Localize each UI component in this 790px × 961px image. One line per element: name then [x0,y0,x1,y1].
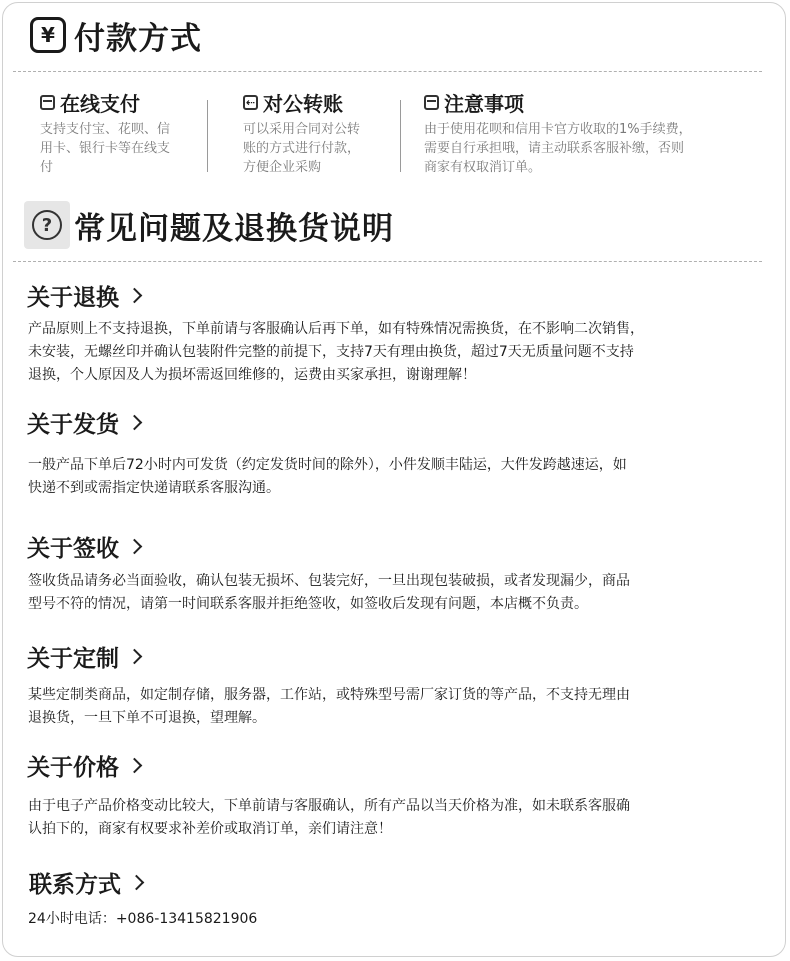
method-notice-desc: 由于使用花呗和信用卡官方收取的1%手续费， 需要自行承担哦，请主动联系客服补缴，否则 商家有权取消订单。 [424,122,692,175]
method-online [40,88,200,177]
section-body-receipt: 签收货品请务必当面验收，确认包装无损坏、包装完好，一旦出现包装破损，或者发现漏少，商品 型号不符的情况，请第一时间联系客服并拒绝签收，如签收后发现有问题，本店概不负责。 [28,573,630,612]
method-transfer-title: 对公转账 [263,91,343,116]
faq-header [24,200,394,250]
chevron-right-icon [127,415,143,431]
method-transfer [243,88,393,177]
method-notice-title: 注意事项 [444,91,524,116]
payment-title: 付款方式 [74,20,202,57]
section-title-shipping: 关于发货 [27,406,140,439]
chevron-right-icon [129,875,145,891]
method-separator [207,100,208,172]
question-icon: ? [24,201,70,249]
card-icon [40,95,55,110]
method-online-desc: 支持支付宝、花呗、信 用卡、银行卡等在线支 付 [40,122,171,175]
payment-methods [40,88,740,184]
section-body-shipping: 一般产品下单后72小时内可发货（约定发货时间的除外），小件发顺丰陆运，大件发跨越速运，如 快递不到或需指定快递请联系客服沟通。 [28,457,627,496]
faq-title: 常见问题及退换货说明 [74,210,394,247]
section-body-returns: 产品原则上不支持退换，下单前请与客服确认后再下单，如有特殊情况需换货，在不影响二次销售， 未安装，无螺丝印并确认包装附件完整的前提下，支持7天有理由换货，超过7天无质量问题不支持 退换，个人原因及人为损坏需返回维修的，运费由买家承担，谢谢理解！ [28,321,644,383]
divider-payment [13,71,762,72]
section-body-price: 由于电子产品价格变动比较大，下单前请与客服确认，所有产品以当天价格为准，如未联系客服确 认拍下的，商家有权要求补差价或取消订单，亲们请注意！ [28,798,630,837]
section-title-returns: 关于退换 [27,279,140,312]
method-separator [400,100,401,172]
chevron-right-icon [127,539,143,555]
section-title-price: 关于价格 [27,749,140,782]
chevron-right-icon [127,649,143,665]
chevron-right-icon [127,288,143,304]
section-title-custom: 关于定制 [27,640,140,673]
method-transfer-desc: 可以采用合同对公转 账的方式进行付款， 方便企业采购 [243,122,361,175]
section-title-contact: 联系方式 [29,866,142,899]
payment-header [30,14,202,56]
contact-phone: 24小时电话：+086-13415821906 [28,911,258,927]
transfer-icon: ⇠ [243,95,258,110]
method-online-title: 在线支付 [60,91,140,116]
divider-faq [13,261,762,262]
yen-wallet-icon: ¥ [30,17,66,53]
section-body-contact [28,908,748,931]
notice-icon [424,95,439,110]
section-title-receipt: 关于签收 [27,530,140,563]
method-notice [424,88,740,177]
section-body-custom: 某些定制类商品，如定制存储，服务器，工作站，或特殊型号需厂家订货的等产品，不支持无理由 退换货，一旦下单不可退换，望理解。 [28,687,630,726]
chevron-right-icon [127,758,143,774]
